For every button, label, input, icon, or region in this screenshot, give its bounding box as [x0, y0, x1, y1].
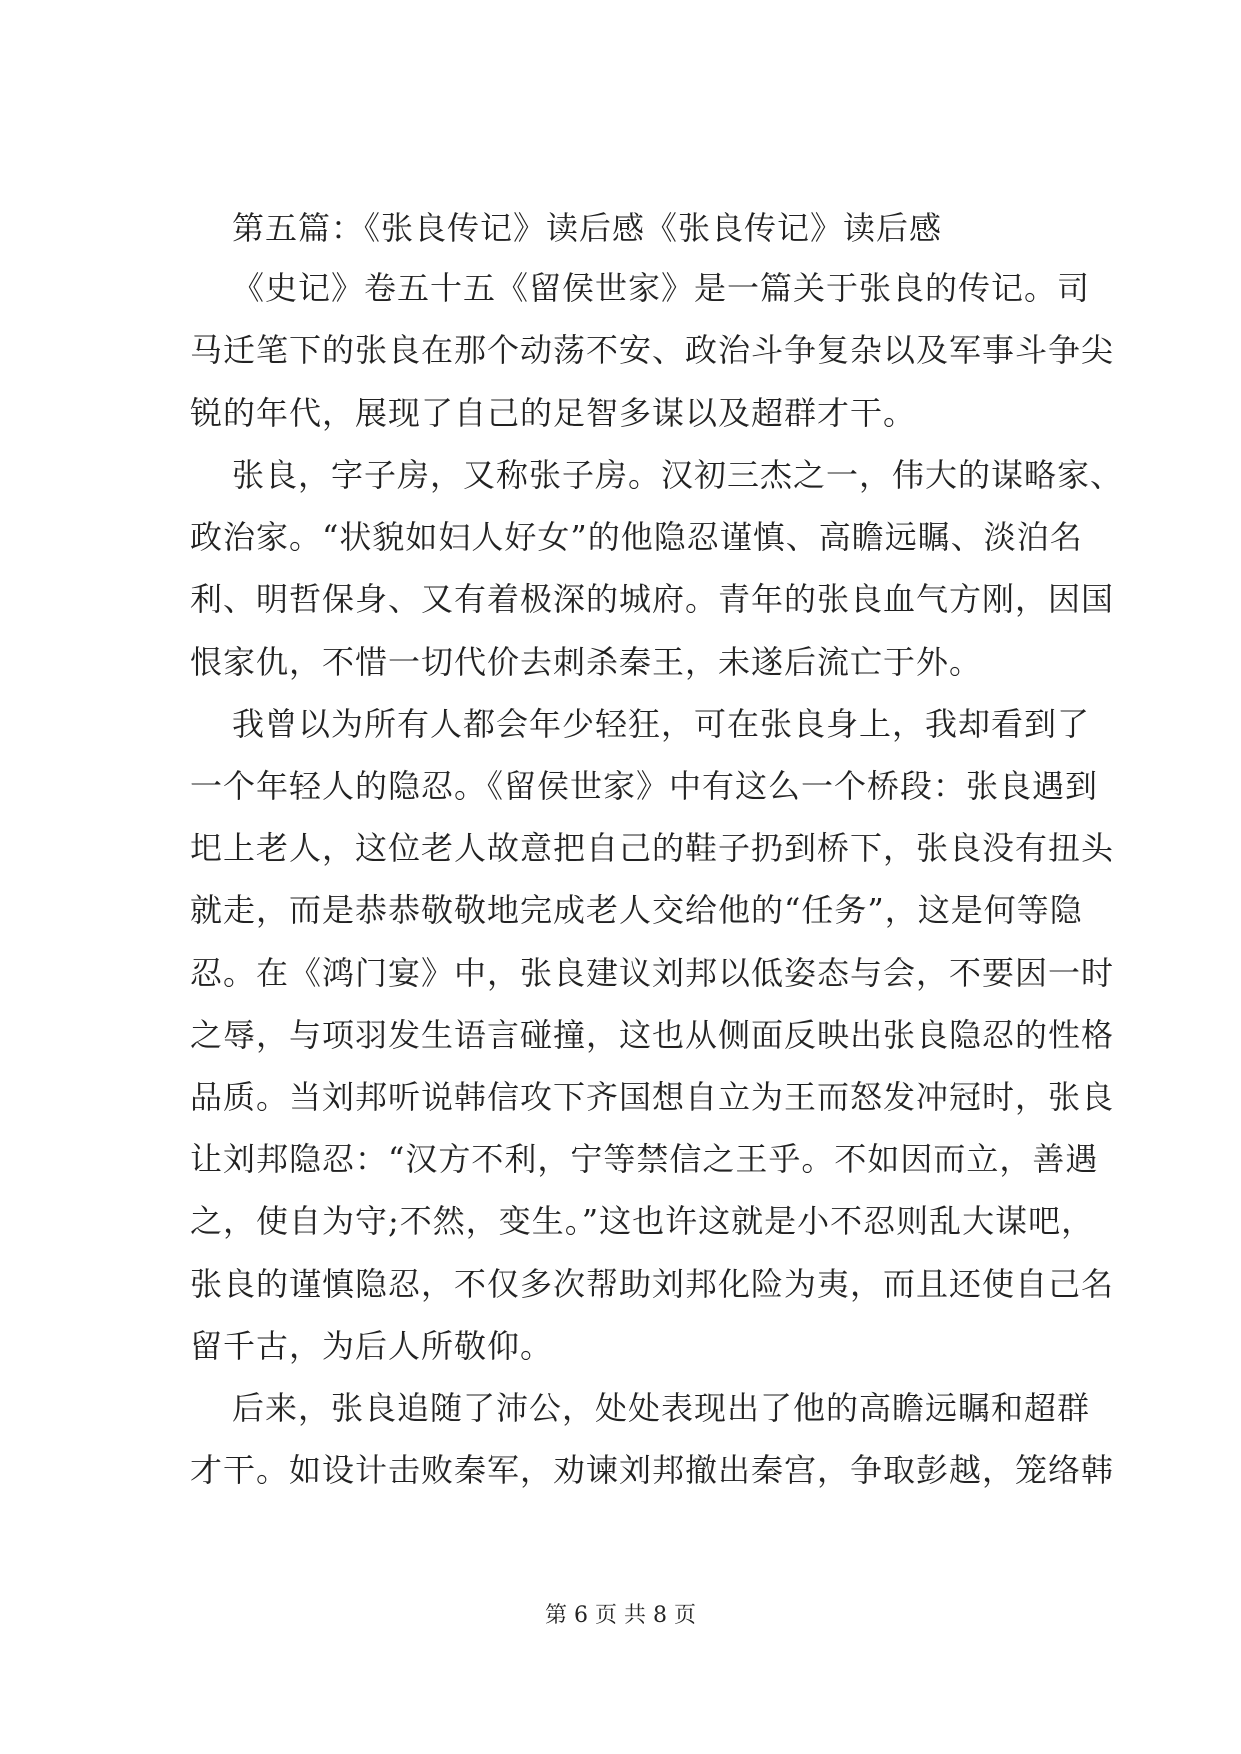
paragraph-3-line-4: 就走，而是恭恭敬敬地完成老人交给他的“任务”，这是何等隐 [190, 891, 1083, 929]
paragraph-2-line-1: 张良，字子房，又称张子房。汉初三杰之一，伟大的谋略家、 [232, 456, 1124, 494]
paragraph-1-line-2: 马迁笔下的张良在那个动荡不安、政治斗争复杂以及军事斗争尖 [190, 331, 1115, 369]
paragraph-3-line-6: 之辱，与项羽发生语言碰撞，这也从侧面反映出张良隐忍的性格 [190, 1016, 1115, 1054]
paragraph-1-line-3: 锐的年代，展现了自己的足智多谋以及超群才干。 [190, 394, 917, 432]
paragraph-3-line-10: 张良的谨慎隐忍，不仅多次帮助刘邦化险为夷，而且还使自己名 [190, 1265, 1115, 1303]
document-title: 第五篇：《张良传记》读后感《张良传记》读后感 [232, 209, 943, 247]
paragraph-3-line-7: 品质。当刘邦听说韩信攻下齐国想自立为王而怒发冲冠时，张良 [190, 1078, 1115, 1116]
paragraph-4-line-1: 后来，张良追随了沛公，处处表现出了他的高瞻远瞩和超群 [232, 1389, 1091, 1427]
paragraph-3-line-11: 留千古，为后人所敬仰。 [190, 1327, 554, 1365]
paragraph-3-line-3: 圯上老人，这位老人故意把自己的鞋子扔到桥下，张良没有扭头 [190, 829, 1115, 867]
paragraph-2-line-2: 政治家。“状貌如妇人好女”的他隐忍谨慎、高瞻远瞩、淡泊名 [190, 518, 1083, 556]
paragraph-4-line-2: 才干。如设计击败秦军，劝谏刘邦撤出秦宫，争取彭越，笼络韩 [190, 1451, 1115, 1489]
paragraph-3-line-5: 忍。在《鸿门宴》中，张良建议刘邦以低姿态与会，不要因一时 [190, 954, 1115, 992]
paragraph-3-line-9: 之，使自为守;不然，变生。”这也许这就是小不忍则乱大谋吧， [190, 1202, 1095, 1240]
paragraph-2-line-3: 利、明哲保身、又有着极深的城府。青年的张良血气方刚，因国 [190, 580, 1115, 618]
paragraph-3-line-1: 我曾以为所有人都会年少轻狂，可在张良身上，我却看到了 [232, 705, 1091, 743]
page-number-footer: 第 6 页 共 8 页 [545, 1603, 696, 1628]
paragraph-2-line-4: 恨家仇，不惜一切代价去刺杀秦王，未遂后流亡于外。 [190, 643, 983, 681]
paragraph-3-line-2: 一个年轻人的隐忍。《留侯世家》中有这么一个桥段：张良遇到 [190, 767, 1099, 805]
paragraph-1-line-1: 《史记》卷五十五《留侯世家》是一篇关于张良的传记。司 [232, 269, 1091, 307]
paragraph-3-line-8: 让刘邦隐忍：“汉方不利，宁等禁信之王乎。不如因而立，善遇 [190, 1140, 1099, 1178]
